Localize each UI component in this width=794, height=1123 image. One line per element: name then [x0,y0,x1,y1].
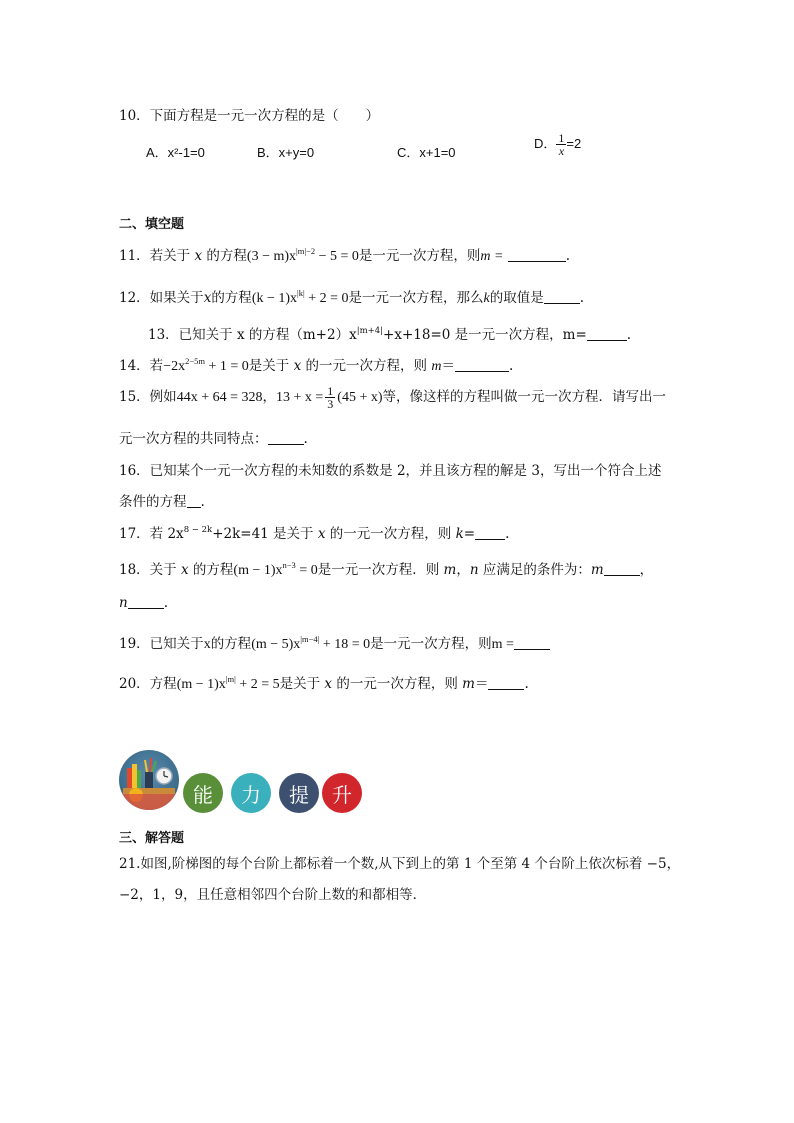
classroom-illustration-svg [119,750,179,810]
q15-blank[interactable] [268,432,304,445]
q12-mid: 的方程 [211,290,252,306]
classroom-illustration-icon [119,750,179,810]
q11-answer-var: m = [480,249,504,264]
q18-eq-a: (m − 1)x [233,563,283,578]
q15-tail: . [303,431,308,447]
q13 [148,323,631,343]
q20 [119,672,529,693]
q15-frac-num: 1 [327,384,334,398]
q19 [119,632,550,653]
q16-tail: . [200,494,205,510]
q19-eq-sup: |m−4| [300,634,320,644]
q18-line-1 [119,558,653,579]
q17-blank[interactable] [475,527,505,540]
q15-fraction [325,385,335,410]
q20-var: x [324,676,333,692]
book-green [137,770,141,788]
q17 [119,522,509,542]
q17-eq-sign: = [463,526,476,542]
q20-answer-var: m [462,676,475,692]
q15-line2-text: 元一次方程的共同特点： [119,431,268,447]
q17-sup: 8 − 2k [183,525,213,535]
q10-option-d-fraction [556,132,566,157]
q11-var: x [194,248,203,264]
q18-blank-n[interactable] [128,596,164,609]
q12-eq-sup: |k| [297,288,305,298]
q19-eq-b: + 18 = 0 [319,637,371,652]
banner-badge-1: 能 [183,773,223,813]
q14-eq-sup: 2−5m [185,356,205,366]
q19-var: x [203,637,211,652]
q12-tail: . [579,290,585,306]
q12-post: 是一元一次方程，那么 [348,290,484,306]
q15-post: 等，像这样的方程叫做一元一次方程．请写出一 [382,389,667,405]
q14-eq-b: + 1 = 0 [205,359,249,374]
q15-eq1: 44x + 64 = 328 [176,390,263,405]
q16-blank[interactable] [187,495,201,508]
q18-eq-b: = 0 [295,563,318,578]
q11 [119,244,570,265]
q14-blank[interactable] [455,359,509,372]
q13-blank[interactable] [587,328,627,341]
q12-pre: 12．如果关于 [119,290,204,306]
q14-eq-a: −2x [163,359,186,374]
q18-post: 是一元一次方程．则 [317,562,444,578]
q19-pre: 19．已知关于 [119,636,204,652]
q10-option-b: B．x+y=0 [257,145,315,160]
q11-pre: 11．若关于 [119,248,195,264]
q12-k: k [483,291,490,306]
q18-var: x [180,562,189,578]
q11-eq-b: − 5 = 0 [315,249,359,264]
q11-equation [246,246,359,264]
q20-eq-a: (m − 1)x [176,677,226,692]
q12 [119,286,584,307]
q15-line-2 [119,427,308,447]
q10-option-d-numerator: 1 [558,131,565,145]
section-2-title: 二、填空题 [119,216,185,231]
q14-answer-var: m [431,359,442,374]
q11-eq-sup: |m|−2 [296,246,316,256]
q10-option-d [534,132,581,157]
q15-frac-den: 3 [327,397,334,411]
q20-equation [176,674,280,692]
q15-line-1 [119,385,666,413]
q18-comma2: ， [639,562,654,578]
q15-comma: ， [262,389,276,405]
q20-post: 是关于 [279,676,325,692]
banner-badge-2: 力 [231,773,271,813]
q19-eq-a: (m − 5)x [251,637,301,652]
q10-option-d-label: D． [534,135,557,151]
q11-blank[interactable] [508,249,566,262]
q17-tail: . [505,526,510,542]
q11-mid: 的方程 [202,248,247,264]
q17-var: x [317,526,326,542]
q18-blank-m[interactable] [604,563,640,576]
q15-pre: 15．例如 [119,389,177,405]
q16-line-1: 16．已知某个一元一次方程的未知数的系数是 2，并且该方程的解是 3，写出一个符合上述 [119,463,662,479]
q18-comma: ， [456,562,470,578]
q14-pre: 14．若 [119,358,164,374]
q14 [119,354,513,375]
q18-post2: 应满足的条件为： [478,562,591,578]
q17-answer-var: k [455,526,464,542]
q17-mid: +2k=41 是关于 [212,526,318,542]
q13-tail: . [626,327,632,343]
q18-equation [233,560,318,578]
q12-equation [251,288,349,306]
q12-post2: 的取值是 [489,290,544,306]
q18-n: n [469,562,479,578]
q15-eq2a: 13 + x = [275,390,324,405]
pencil-1 [145,760,147,772]
q13-sup: |m+4| [356,326,384,336]
q14-var: x [293,358,302,374]
q10-stem: 10．下面方程是一元一次方程的是（ ） [119,108,380,124]
q18-line2-n: n [119,595,128,611]
q11-tail: . [565,248,571,264]
book-yellow [132,764,137,788]
banner-badge-3: 提 [279,773,319,813]
q13-text2: +x+18=0 是一元一次方程，m= [383,327,587,343]
q12-eq-b: + 2 = 0 [304,291,349,306]
book-red [127,768,132,788]
q14-tail: . [508,358,514,374]
q10-option-d-denominator: x [558,144,565,158]
pencil-cup [145,772,153,788]
q18-eq-sup: n−3 [282,560,296,570]
q21-line-2: −2，1，9，且任意相邻四个台阶上数的和都相等． [119,887,427,903]
q11-post: 是一元一次方程，则 [358,248,481,264]
q18-m2: m [590,562,604,578]
pencil-3 [152,761,156,772]
q12-var: x [203,290,212,306]
q12-blank[interactable] [544,291,580,304]
q16-line2-text: 条件的方程 [119,494,187,510]
q18-mid: 的方程 [188,562,234,578]
q19-blank[interactable] [514,637,550,650]
banner-badge-4: 升 [322,773,362,813]
q20-eq-sign: ＝ [474,676,489,692]
q20-eq-sup: |m| [225,674,236,684]
q20-eq-b: + 2 = 5 [235,677,280,692]
q17-pre: 17．若 2x [119,526,184,542]
q15-eq2b: (45 + x) [337,390,383,405]
q14-post: 是关于 [248,358,294,374]
section-3-title: 三、解答题 [119,830,185,845]
q20-tail: . [524,676,529,692]
q20-post2: 的一元一次方程，则 [332,676,463,692]
q10-option-d-tail: =2 [566,135,582,151]
q14-post2: 的一元一次方程，则 [301,358,432,374]
q19-mid: 的方程 [210,636,252,652]
q10-option-a: A．x²-1=0 [146,145,205,160]
q20-pre: 20．方程 [119,676,177,692]
q18-pre: 18．关于 [119,562,181,578]
q18-line-2 [119,595,168,611]
q18-m: m [443,562,457,578]
q10-option-c: C．x+1=0 [397,145,456,160]
q12-eq-a: (k − 1)x [251,291,298,306]
q17-post: 的一元一次方程，则 [325,526,456,542]
q14-equation [163,356,249,374]
q18-tail: . [163,595,168,611]
q20-blank[interactable] [488,677,524,690]
q21-line-1: 21.如图,阶梯图的每个台阶上都标着一个数,从下到上的第 1 个至第 4 个台阶上依次标着 −5， [119,856,681,872]
q13-text: 13．已知关于 x 的方程（m+2）x [148,327,357,343]
desk-front [119,794,179,810]
q19-answer-var: m = [491,637,514,652]
q16-line-2 [119,490,205,510]
q11-eq-a: (3 − m)x [246,249,297,264]
pencil-2 [150,758,151,772]
q14-eq-sign: ＝ [441,358,455,374]
q19-equation [251,634,371,652]
q19-post: 是一元一次方程，则 [370,636,492,652]
